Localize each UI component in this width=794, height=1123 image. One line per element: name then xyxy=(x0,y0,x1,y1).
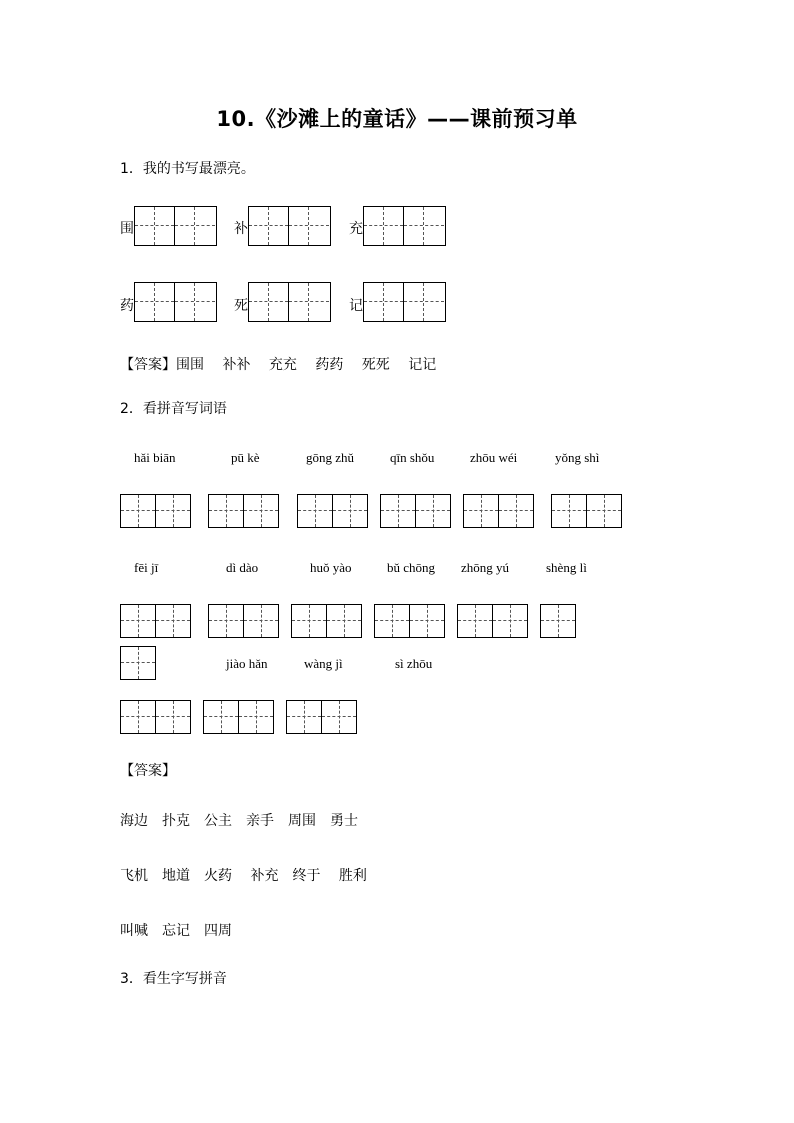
writing-grid[interactable] xyxy=(248,282,331,322)
pinyin: fēi jī xyxy=(134,560,159,575)
writing-grid[interactable] xyxy=(540,604,576,638)
question-2-answer-line: 飞机 地道 火药 补充 终于 胜利 xyxy=(120,868,367,884)
writing-grid[interactable] xyxy=(208,494,279,528)
writing-grid[interactable] xyxy=(120,494,191,528)
writing-grid[interactable] xyxy=(203,700,274,734)
page-title: 10.《沙滩上的童话》——课前预习单 xyxy=(216,107,578,131)
pinyin: qīn shǒu xyxy=(390,450,435,465)
char-label: 围 xyxy=(120,221,134,237)
writing-grid[interactable] xyxy=(457,604,528,638)
writing-grid[interactable] xyxy=(291,604,362,638)
pinyin: zhōu wéi xyxy=(470,450,518,465)
pinyin: gōng zhǔ xyxy=(306,450,355,465)
writing-grid[interactable] xyxy=(134,282,217,322)
writing-grid[interactable] xyxy=(463,494,534,528)
writing-grid[interactable] xyxy=(297,494,368,528)
pinyin: jiào hǎn xyxy=(226,656,268,671)
writing-grid[interactable] xyxy=(286,700,357,734)
question-2-answer-line: 叫喊 忘记 四周 xyxy=(120,923,232,939)
pinyin: shèng lì xyxy=(546,560,587,575)
char-label: 记 xyxy=(349,298,363,314)
writing-grid[interactable] xyxy=(120,646,156,680)
pinyin: pū kè xyxy=(231,450,260,465)
pinyin: zhōng yú xyxy=(461,560,510,575)
writing-grid[interactable] xyxy=(134,206,217,246)
writing-grid[interactable] xyxy=(374,604,445,638)
pinyin: yǒng shì xyxy=(555,450,600,465)
writing-grid[interactable] xyxy=(208,604,279,638)
question-1-prompt: 1．我的书写最漂亮。 xyxy=(120,161,255,177)
question-2-prompt: 2．看拼音写词语 xyxy=(120,401,227,417)
writing-grid[interactable] xyxy=(363,282,446,322)
writing-grid[interactable] xyxy=(120,604,191,638)
question-2-answer-line: 海边 扑克 公主 亲手 周围 勇士 xyxy=(120,813,358,829)
char-label: 死 xyxy=(234,298,248,314)
writing-grid[interactable] xyxy=(380,494,451,528)
pinyin: wàng jì xyxy=(304,656,343,671)
writing-grid[interactable] xyxy=(551,494,622,528)
writing-grid[interactable] xyxy=(248,206,331,246)
char-label: 充 xyxy=(349,221,363,237)
char-label: 药 xyxy=(120,298,134,314)
question-3-prompt: 3．看生字写拼音 xyxy=(120,971,227,987)
pinyin: sì zhōu xyxy=(395,656,433,671)
pinyin: hǎi biān xyxy=(134,450,176,465)
question-1-answer: 【答案】围围 补补 充充 药药 死死 记记 xyxy=(120,357,437,373)
char-label: 补 xyxy=(234,221,248,237)
pinyin: huǒ yào xyxy=(310,560,352,575)
pinyin: dì dào xyxy=(226,560,259,575)
question-2-answer-label: 【答案】 xyxy=(120,763,176,779)
writing-grid[interactable] xyxy=(363,206,446,246)
pinyin: bǔ chōng xyxy=(387,560,436,575)
writing-grid[interactable] xyxy=(120,700,191,734)
